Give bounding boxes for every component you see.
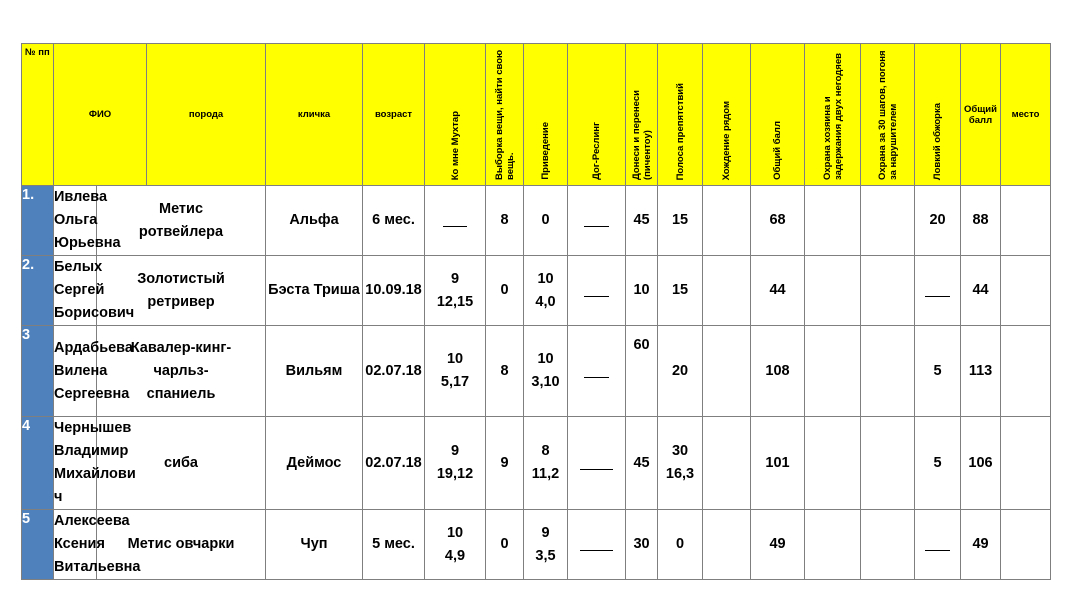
participant-fio-line: Сергей — [54, 282, 105, 298]
score-mukhtar-value: 9 — [450, 270, 460, 287]
score-lovkiy — [915, 256, 961, 326]
dog-breed-line: Метис — [158, 200, 204, 217]
score-khozhdenie — [703, 510, 751, 580]
score-ball-value: 108 — [765, 362, 790, 379]
header-num: № пп — [22, 44, 54, 186]
score-lovkiy-value: 20 — [929, 212, 946, 228]
header-comp-donesi — [626, 44, 658, 186]
header-comp-okhrana-label: Охрана хозяина и задержания двух негодяев — [821, 53, 844, 180]
score-polosa — [658, 510, 703, 580]
score-polosa-value: 15 — [671, 212, 689, 228]
score-okhrana — [805, 326, 861, 417]
score-donesi — [626, 417, 658, 510]
dog-breed-line: Золотистый — [137, 270, 225, 287]
score-privedenie — [524, 326, 568, 417]
score-mukhtar-value: 10 — [446, 524, 464, 541]
participant-fio-line: Михайлови — [54, 466, 136, 482]
score-lovkiy — [915, 326, 961, 417]
score-mukhtar — [425, 510, 486, 580]
score-privedenie — [524, 256, 568, 326]
score-mukhtar-time: 5,17 — [440, 374, 470, 390]
score-khozhdenie — [703, 186, 751, 256]
dog-name: Деймос — [266, 417, 363, 510]
row-number: 1. — [22, 186, 54, 256]
header-comp-lovkiy — [915, 44, 961, 186]
score-lovkiy-dash — [925, 284, 949, 297]
score-donesi — [626, 186, 658, 256]
score-donesi — [626, 256, 658, 326]
score-dog-dash — [584, 365, 608, 378]
header-fio-label: ФИО — [88, 109, 112, 120]
total-score-value: 106 — [968, 454, 993, 471]
participant-fio — [54, 510, 141, 580]
table-row — [22, 510, 1051, 580]
results-table — [21, 43, 1051, 580]
score-dog — [568, 256, 626, 326]
score-privedenie-time: 4,0 — [535, 293, 556, 310]
dog-breed-line: чарльз- — [153, 362, 209, 379]
score-privedenie-value: 8 — [541, 443, 550, 459]
score-polosa — [658, 256, 703, 326]
dog-breed-line: спаниель — [146, 385, 216, 402]
score-dog — [568, 326, 626, 417]
header-comp-dog — [568, 44, 626, 186]
row-number: 2. — [22, 256, 54, 326]
total-score — [961, 326, 1001, 417]
row-number: 3 — [22, 326, 54, 417]
score-ball-value: 49 — [769, 536, 786, 552]
score-ball — [751, 326, 805, 417]
place — [1001, 256, 1051, 326]
score-polosa — [658, 417, 703, 510]
header-comp-donesi-label: Донеси и перенеси (пичентоу) — [630, 90, 653, 180]
score-vyborka — [486, 417, 524, 510]
table-row — [22, 326, 1051, 417]
score-vyborka — [486, 256, 524, 326]
score-khozhdenie — [703, 256, 751, 326]
score-mukhtar — [425, 256, 486, 326]
dog-age: 6 мес. — [363, 186, 425, 256]
score-lovkiy-dash — [925, 538, 949, 551]
total-score — [961, 186, 1001, 256]
total-score-value: 49 — [972, 536, 989, 552]
participant-fio-line: Витальевна — [54, 559, 141, 575]
score-ball-value: 101 — [765, 454, 790, 471]
score-ball — [751, 510, 805, 580]
score-polosa-value: 20 — [671, 362, 689, 379]
score-privedenie-value: 9 — [541, 524, 550, 541]
score-donesi-value: 30 — [633, 536, 650, 552]
header-comp-mukhtar-label: Ко мне Мухтар — [449, 110, 461, 180]
dog-breed-line: ротвейлера — [138, 223, 224, 240]
header-comp-lovkiy-label: Ловкий обжорка — [932, 102, 944, 180]
header-comp-polosa-label: Полоса препятствий — [674, 82, 686, 180]
table-row — [22, 186, 1051, 256]
score-vyborka — [486, 326, 524, 417]
score-privedenie-value: 0 — [541, 212, 550, 228]
header-comp-okhrana30 — [861, 44, 915, 186]
total-score — [961, 417, 1001, 510]
score-vyborka-value: 0 — [500, 536, 509, 552]
score-okhrana — [805, 186, 861, 256]
score-privedenie — [524, 510, 568, 580]
score-ball-value: 44 — [769, 282, 786, 298]
score-okhrana30 — [861, 256, 915, 326]
participant-fio-line: Ольга — [54, 212, 98, 228]
participant-fio-line: Ивлева — [54, 189, 108, 205]
score-mukhtar — [425, 326, 486, 417]
score-donesi — [626, 510, 658, 580]
header-age: возраст — [363, 44, 425, 186]
score-mukhtar-value: 10 — [446, 351, 464, 367]
table-row — [22, 256, 1051, 326]
score-donesi — [626, 326, 658, 417]
score-dog-dash — [580, 538, 612, 551]
score-polosa-value: 30 — [671, 443, 689, 459]
header-comp-privedenie-label: Приведение — [540, 122, 552, 180]
score-okhrana30 — [861, 417, 915, 510]
score-okhrana30 — [861, 186, 915, 256]
participant-fio-line: Вилена — [54, 362, 108, 379]
participant-fio-line: Юрьевна — [54, 235, 121, 251]
score-dog — [568, 186, 626, 256]
score-mukhtar-time: 12,15 — [436, 293, 474, 310]
score-mukhtar-dash — [443, 214, 467, 227]
score-okhrana — [805, 417, 861, 510]
place — [1001, 510, 1051, 580]
score-lovkiy — [915, 510, 961, 580]
dog-breed-line: Метис овчарки — [127, 536, 235, 552]
score-privedenie-value: 10 — [537, 270, 554, 287]
header-row — [22, 44, 1051, 186]
score-dog — [568, 510, 626, 580]
participant-fio — [54, 326, 133, 417]
row-number: 5 — [22, 510, 54, 580]
header-comp-polosa — [658, 44, 703, 186]
dog-age: 5 мес. — [363, 510, 425, 580]
header-name: кличка — [266, 44, 363, 186]
row-number: 4 — [22, 417, 54, 510]
participant-fio-line: Белых — [54, 259, 103, 275]
score-lovkiy-value: 5 — [933, 454, 942, 471]
place — [1001, 186, 1051, 256]
header-breed: порода — [147, 44, 266, 186]
score-mukhtar-time: 4,9 — [444, 547, 466, 564]
score-privedenie-time: 3,10 — [531, 374, 560, 390]
score-okhrana — [805, 510, 861, 580]
participant-fio-line: Чернышев — [54, 420, 132, 436]
score-vyborka-value: 9 — [500, 454, 509, 471]
score-khozhdenie — [703, 326, 751, 417]
score-donesi-value: 45 — [633, 212, 650, 228]
participant-fio — [54, 256, 135, 326]
dog-age: 02.07.18 — [363, 326, 425, 417]
table-row — [22, 417, 1051, 510]
score-ball — [751, 186, 805, 256]
participant-fio-line: Алексеева — [54, 513, 130, 529]
score-vyborka-value: 0 — [500, 282, 509, 298]
score-vyborka — [486, 186, 524, 256]
score-vyborka-value: 8 — [500, 362, 509, 379]
score-privedenie-value: 10 — [537, 351, 554, 367]
participant-fio-line: ч — [54, 489, 63, 505]
score-polosa-value: 15 — [671, 282, 689, 298]
score-mukhtar-time: 19,12 — [436, 466, 474, 482]
dog-breed — [97, 186, 266, 256]
header-place: место — [1001, 44, 1051, 186]
score-okhrana — [805, 256, 861, 326]
header-comp-vyborka — [486, 44, 524, 186]
score-ball — [751, 256, 805, 326]
score-okhrana30 — [861, 510, 915, 580]
dog-age: 10.09.18 — [363, 256, 425, 326]
header-comp-okhrana — [805, 44, 861, 186]
participant-fio-line: Сергеевна — [54, 385, 130, 402]
score-donesi-value: 60 — [633, 337, 650, 353]
score-vyborka — [486, 510, 524, 580]
total-score-value: 88 — [972, 212, 989, 228]
score-ball-value: 68 — [769, 212, 786, 228]
score-privedenie — [524, 186, 568, 256]
participant-fio-line: Ардабьева — [54, 339, 133, 356]
score-privedenie — [524, 417, 568, 510]
dog-breed-line: Кавалер-кинг- — [130, 339, 232, 356]
participant-fio-line: Борисович — [54, 305, 135, 321]
score-polosa — [658, 186, 703, 256]
header-comp-ball-label: Общий балл — [772, 121, 784, 180]
score-ball — [751, 417, 805, 510]
total-score-value: 113 — [968, 362, 993, 379]
score-vyborka-value: 8 — [500, 212, 509, 228]
total-score — [961, 510, 1001, 580]
total-score — [961, 256, 1001, 326]
dog-name: Чуп — [266, 510, 363, 580]
score-mukhtar — [425, 417, 486, 510]
score-privedenie-time: 3,5 — [535, 547, 556, 564]
dog-name: Бэста Триша — [266, 256, 363, 326]
place — [1001, 417, 1051, 510]
header-comp-ball — [751, 44, 805, 186]
header-comp-privedenie — [524, 44, 568, 186]
score-lovkiy — [915, 186, 961, 256]
score-mukhtar — [425, 186, 486, 256]
score-polosa — [658, 326, 703, 417]
score-dog-dash — [580, 457, 612, 470]
score-dog-dash — [584, 284, 608, 297]
score-dog — [568, 417, 626, 510]
participant-fio — [54, 186, 121, 256]
header-comp-mukhtar — [425, 44, 486, 186]
header-comp-khozhdenie-label: Хождение рядом — [721, 100, 733, 180]
score-lovkiy-value: 5 — [933, 362, 942, 379]
dog-name: Вильям — [266, 326, 363, 417]
participant-fio-line: Владимир — [54, 443, 129, 459]
score-okhrana30 — [861, 326, 915, 417]
score-privedenie-time: 11,2 — [531, 466, 560, 482]
header-comp-khozhdenie — [703, 44, 751, 186]
dog-name: Альфа — [266, 186, 363, 256]
participant-fio-line: Ксения — [54, 536, 105, 552]
score-lovkiy — [915, 417, 961, 510]
header-comp-dog-label: Дог-Реслинг — [591, 122, 603, 180]
header-comp-vyborka-label: Выборка вещи, найти свою вещь. — [493, 49, 516, 180]
score-donesi-value: 45 — [633, 454, 650, 471]
header-fio — [54, 44, 147, 186]
place — [1001, 326, 1051, 417]
dog-breed-line: ретривер — [147, 293, 215, 310]
score-donesi-value: 10 — [633, 282, 650, 298]
dog-age: 02.07.18 — [363, 417, 425, 510]
score-mukhtar-value: 9 — [450, 443, 460, 459]
score-polosa-value: 0 — [675, 536, 685, 552]
total-score-value: 44 — [972, 282, 989, 298]
header-comp-okhrana30-label: Охрана за 30 шагов, погоня за нарушителем — [876, 50, 899, 180]
header-total: Общий балл — [961, 44, 1001, 186]
score-polosa-time: 16,3 — [665, 466, 695, 482]
dog-breed-line: сиба — [164, 454, 198, 471]
score-khozhdenie — [703, 417, 751, 510]
participant-fio — [54, 417, 136, 510]
score-dog-dash — [584, 214, 608, 227]
